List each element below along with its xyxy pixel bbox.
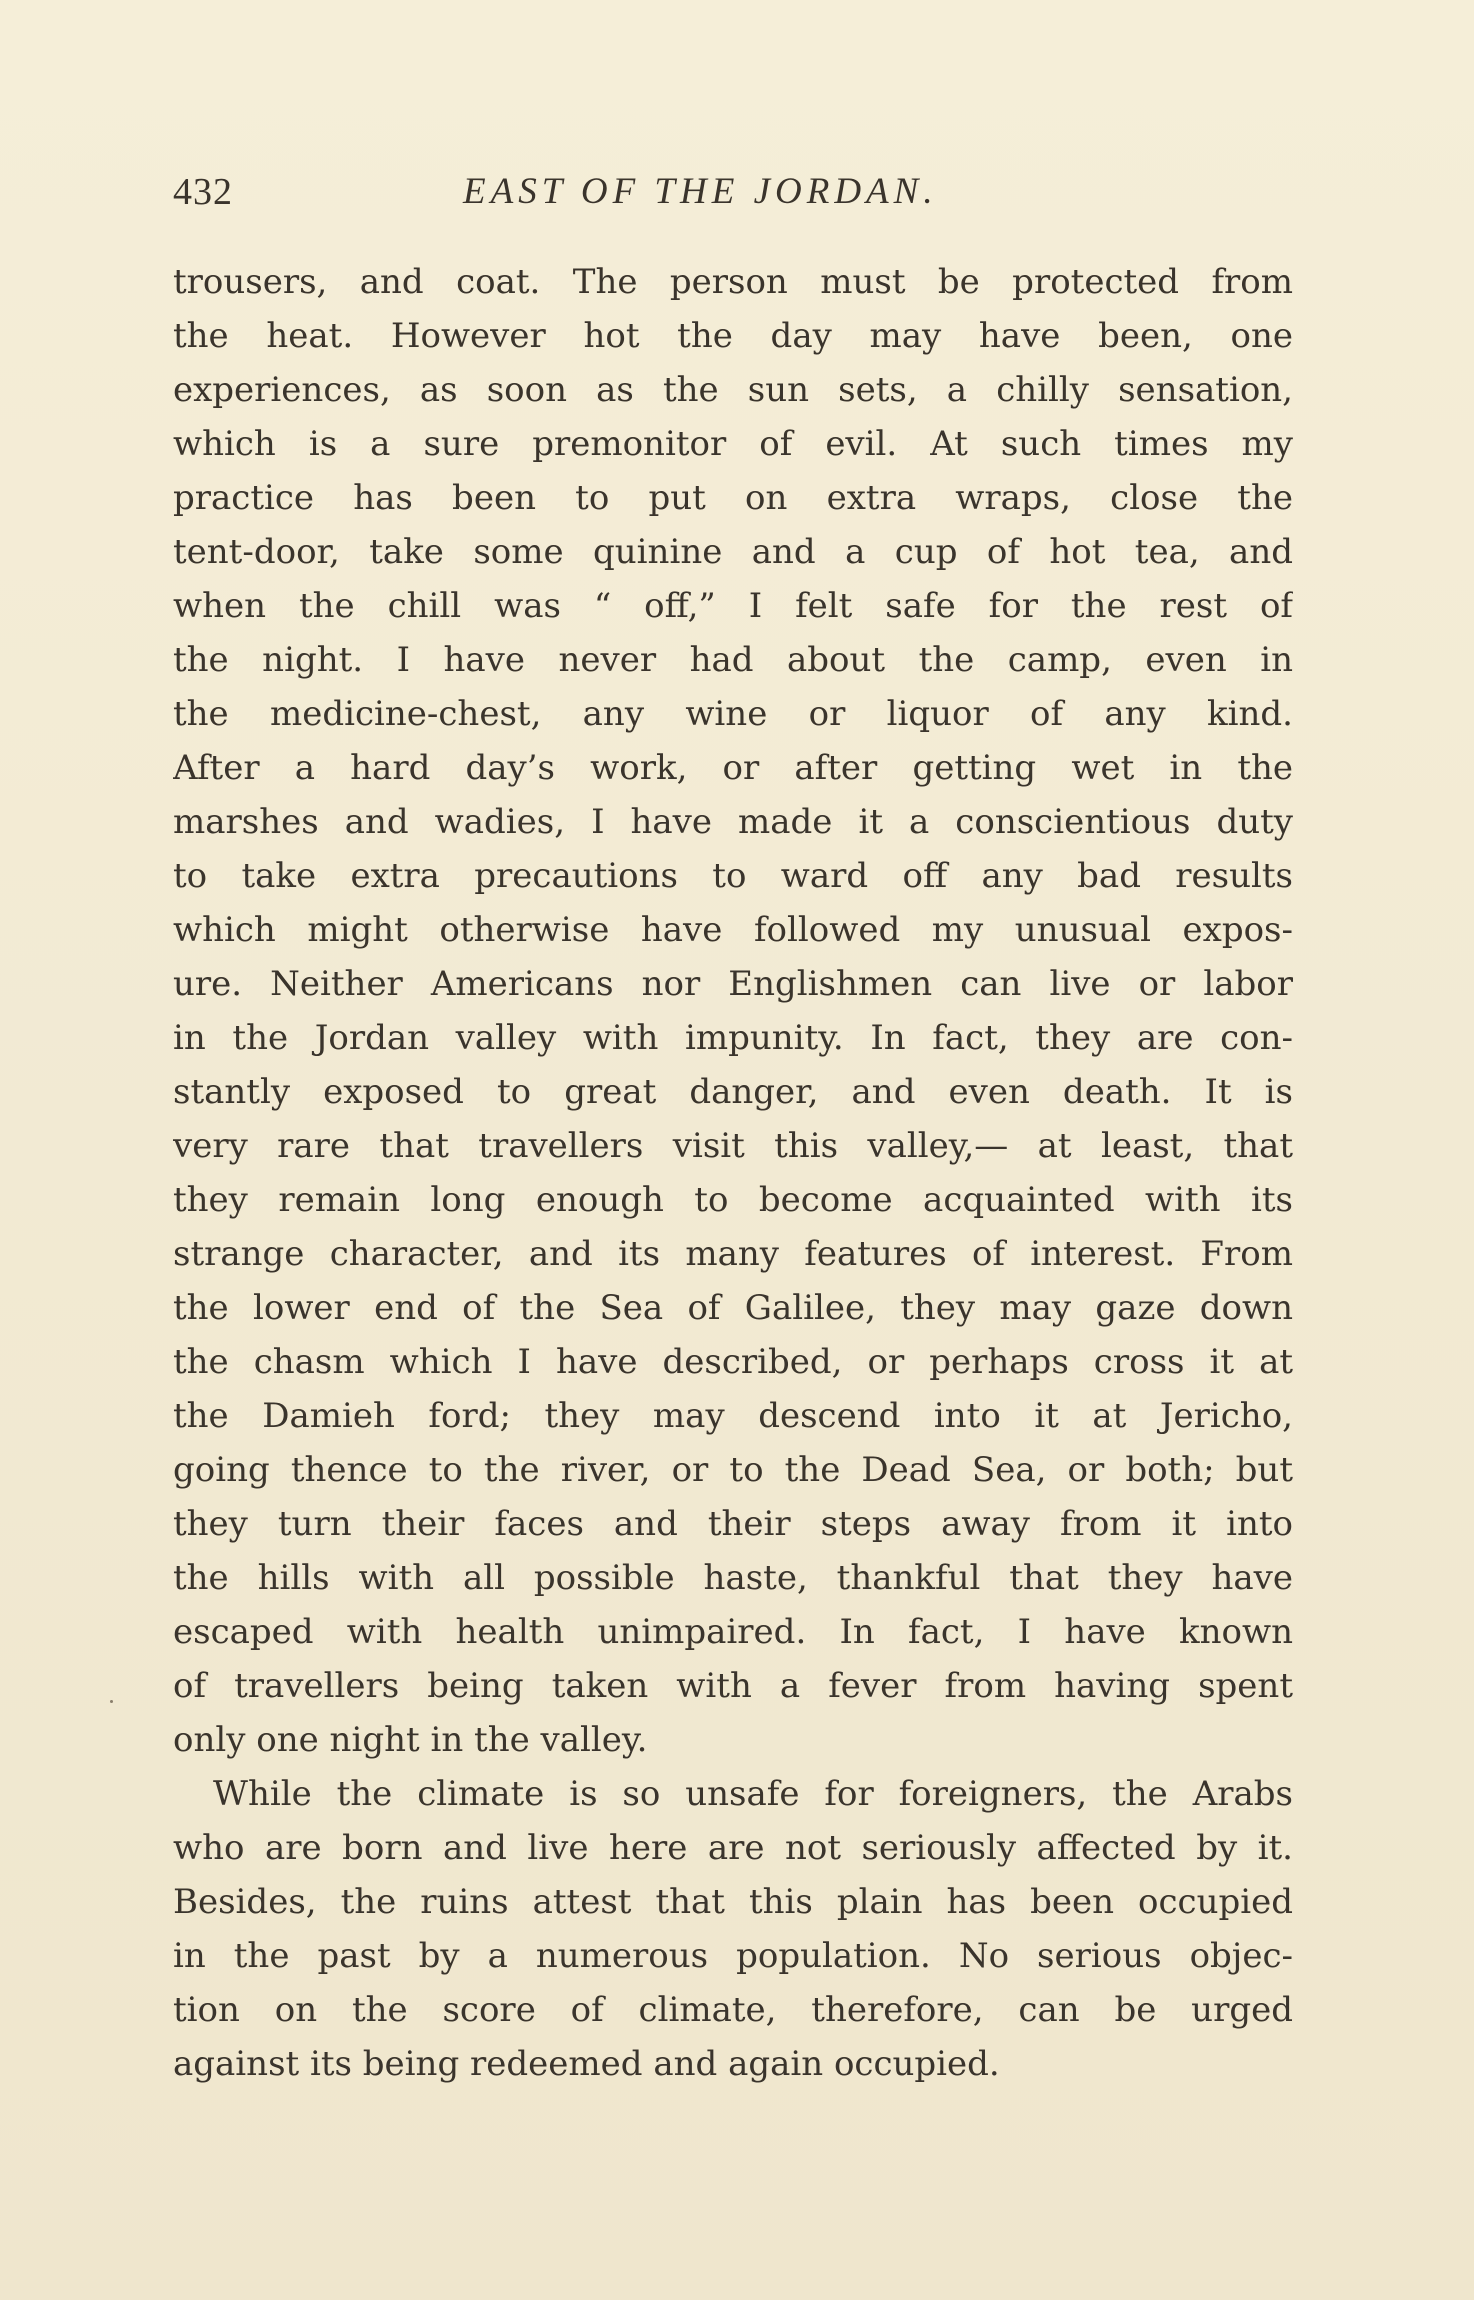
text-line: Besides, the ruins attest that this plain has been occupied: [173, 1882, 1293, 1922]
text-line: tent-door, take some quinine and a cup of hot tea, and: [173, 532, 1293, 572]
text-line: of travellers being taken with a fever from having spent: [173, 1666, 1293, 1706]
text-line: which is a sure premonitor of evil. At such times my: [173, 424, 1293, 464]
text-line: strange character, and its many features of interest. From: [173, 1234, 1293, 1274]
text-line: ure. Neither Americans nor Englishmen can live or labor: [173, 964, 1293, 1004]
text-line: After a hard day’s work, or after getting wet in the: [173, 748, 1293, 788]
text-line: the night. I have never had about the camp, even in: [173, 640, 1293, 680]
text-line: the medicine-chest, any wine or liquor of any kind.: [173, 694, 1293, 734]
text-line: who are born and live here are not seriously affected by it.: [173, 1828, 1293, 1868]
running-head: EAST OF THE JORDAN.: [463, 171, 938, 212]
text-line: the heat. However hot the day may have been, one: [173, 316, 1293, 356]
page-header: [173, 170, 1293, 220]
text-line: tion on the score of climate, therefore, can be urged: [173, 1990, 1293, 2030]
text-line: going thence to the river, or to the Dead Sea, or both; but: [173, 1450, 1293, 1490]
text-line: practice has been to put on extra wraps, close the: [173, 478, 1293, 518]
text-line-paragraph-start: While the climate is so unsafe for foreigners, the Arabs: [213, 1774, 1293, 1814]
text-line: which might otherwise have followed my unusual expos-: [173, 910, 1293, 950]
text-line: the chasm which I have described, or perhaps cross it at: [173, 1342, 1293, 1382]
text-line: stantly exposed to great danger, and even death. It is: [173, 1072, 1293, 1112]
text-line: experiences, as soon as the sun sets, a chilly sensation,: [173, 370, 1293, 410]
text-line-paragraph-end: only one night in the valley.: [173, 1720, 648, 1760]
text-line: when the chill was “ off,” I felt safe for the rest of: [173, 586, 1293, 626]
text-line: escaped with health unimpaired. In fact, I have known: [173, 1612, 1293, 1652]
text-line: very rare that travellers visit this valley,— at least, that: [173, 1126, 1293, 1166]
text-line: they remain long enough to become acquainted with its: [173, 1180, 1293, 1220]
text-line: the hills with all possible haste, thankful that they have: [173, 1558, 1293, 1598]
page-number: 432: [173, 171, 233, 213]
text-line: the Damieh ford; they may descend into it at Jericho,: [173, 1396, 1293, 1436]
body-text: [173, 255, 1293, 2091]
text-line: the lower end of the Sea of Galilee, they may gaze down: [173, 1288, 1293, 1328]
text-line: trousers, and coat. The person must be protected from: [173, 262, 1293, 302]
text-line: in the past by a numerous population. No serious objec-: [173, 1936, 1293, 1976]
text-line: to take extra precautions to ward off any bad results: [173, 856, 1293, 896]
text-line: in the Jordan valley with impunity. In fact, they are con-: [173, 1018, 1293, 1058]
text-line: marshes and wadies, I have made it a conscientious duty: [173, 802, 1293, 842]
text-line: they turn their faces and their steps away from it into: [173, 1504, 1293, 1544]
text-line-paragraph-end: against its being redeemed and again occupied.: [173, 2044, 1000, 2084]
margin-speck: [110, 1700, 113, 1703]
